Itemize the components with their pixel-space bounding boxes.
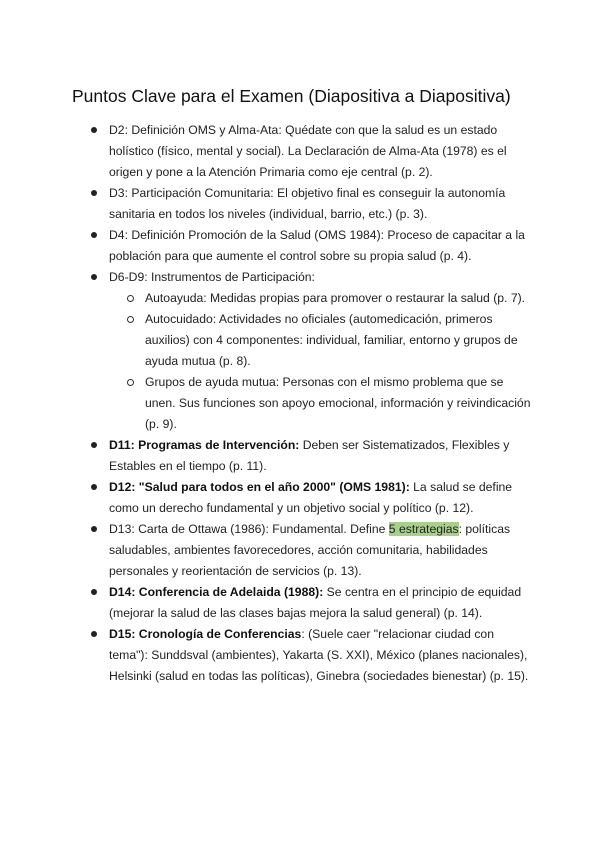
sub-item-text: Autoayuda: Medidas propias para promover o restaurar la salud (p. 7).	[145, 291, 526, 305]
sub-item-autocuidado	[145, 309, 531, 372]
list-item-d4	[91, 225, 531, 267]
item-text: Se centra en el principio de equidad (mejorar la salud de las clases bajas mejora la salud general) (p. 14).	[109, 585, 522, 620]
sub-item-text: Autocuidado: Actividades no oficiales (automedicación, primeros auxilios) con 4 componentes: individual, familiar, entorno y grupos de ayuda mutua (p. 8).	[145, 312, 518, 368]
list-item-d15	[91, 624, 531, 687]
item-heading: D11: Programas de Intervención:	[109, 438, 300, 452]
page-title: Puntos Clave para el Examen (Diapositiva a Diapositiva)	[72, 86, 511, 106]
item-heading: D15: Cronología de Conferencias	[109, 627, 302, 641]
item-text: D4: Definición Promoción de la Salud (OMS 1984): Proceso de capacitar a la población para que aumente el control sobre su propia salud (p. 4).	[109, 228, 525, 263]
item-text: D2: Definición OMS y Alma-Ata: Quédate con que la salud es un estado holístico (físico, mental y social). La Declaración de Alma-Ata (1978) es el origen y pone a la Atención Primaria como eje central (p. 2).	[109, 123, 507, 179]
list-item-d6-d9	[91, 267, 531, 435]
list-item-d12	[91, 477, 531, 519]
key-points-list	[91, 120, 531, 687]
list-item-d14	[91, 582, 531, 624]
list-item-d11	[91, 435, 531, 477]
item-text: : (Suele caer "relacionar ciudad con tema"): Sunddsval (ambientes), Yakarta (S. XXI), México (planes nacionales), Helsinki (salud en todas las políticas), Ginebra (sociedades bienestar) (p. 15).	[109, 627, 529, 683]
highlighted-text: 5 estrategias	[388, 522, 459, 536]
sub-item-grupos	[145, 372, 531, 435]
item-text: D3: Participación Comunitaria: El objetivo final es conseguir la autonomía sanitaria en todos los niveles (individual, barrio, etc.) (p. 3).	[109, 186, 506, 221]
item-text: D6-D9: Instrumentos de Participación:	[109, 270, 315, 284]
list-item-d3	[91, 183, 531, 225]
list-item-d2	[91, 120, 531, 183]
item-text: D13: Carta de Ottawa (1986): Fundamental. Define	[109, 522, 389, 536]
item-text: : políticas saludables, ambientes favorecedores, acción comunitaria, habilidades personales y reorientación de servicios (p. 13).	[109, 522, 511, 578]
item-heading: D12: "Salud para todos en el año 2000" (OMS 1981):	[109, 480, 410, 494]
item-text: La salud se define como un derecho fundamental y un objetivo social y político (p. 12).	[109, 480, 513, 515]
sub-item-text: Grupos de ayuda mutua: Personas con el mismo problema que se unen. Sus funciones son apoyo emocional, información y reivindicación (p. 9).	[145, 375, 531, 431]
list-item-d13	[91, 519, 531, 582]
item-text: Deben ser Sistematizados, Flexibles y Estables en el tiempo (p. 11).	[109, 438, 510, 473]
item-heading: D14: Conferencia de Adelaida (1988):	[109, 585, 324, 599]
participation-sublist	[109, 288, 531, 435]
sub-item-autoayuda	[145, 288, 531, 309]
